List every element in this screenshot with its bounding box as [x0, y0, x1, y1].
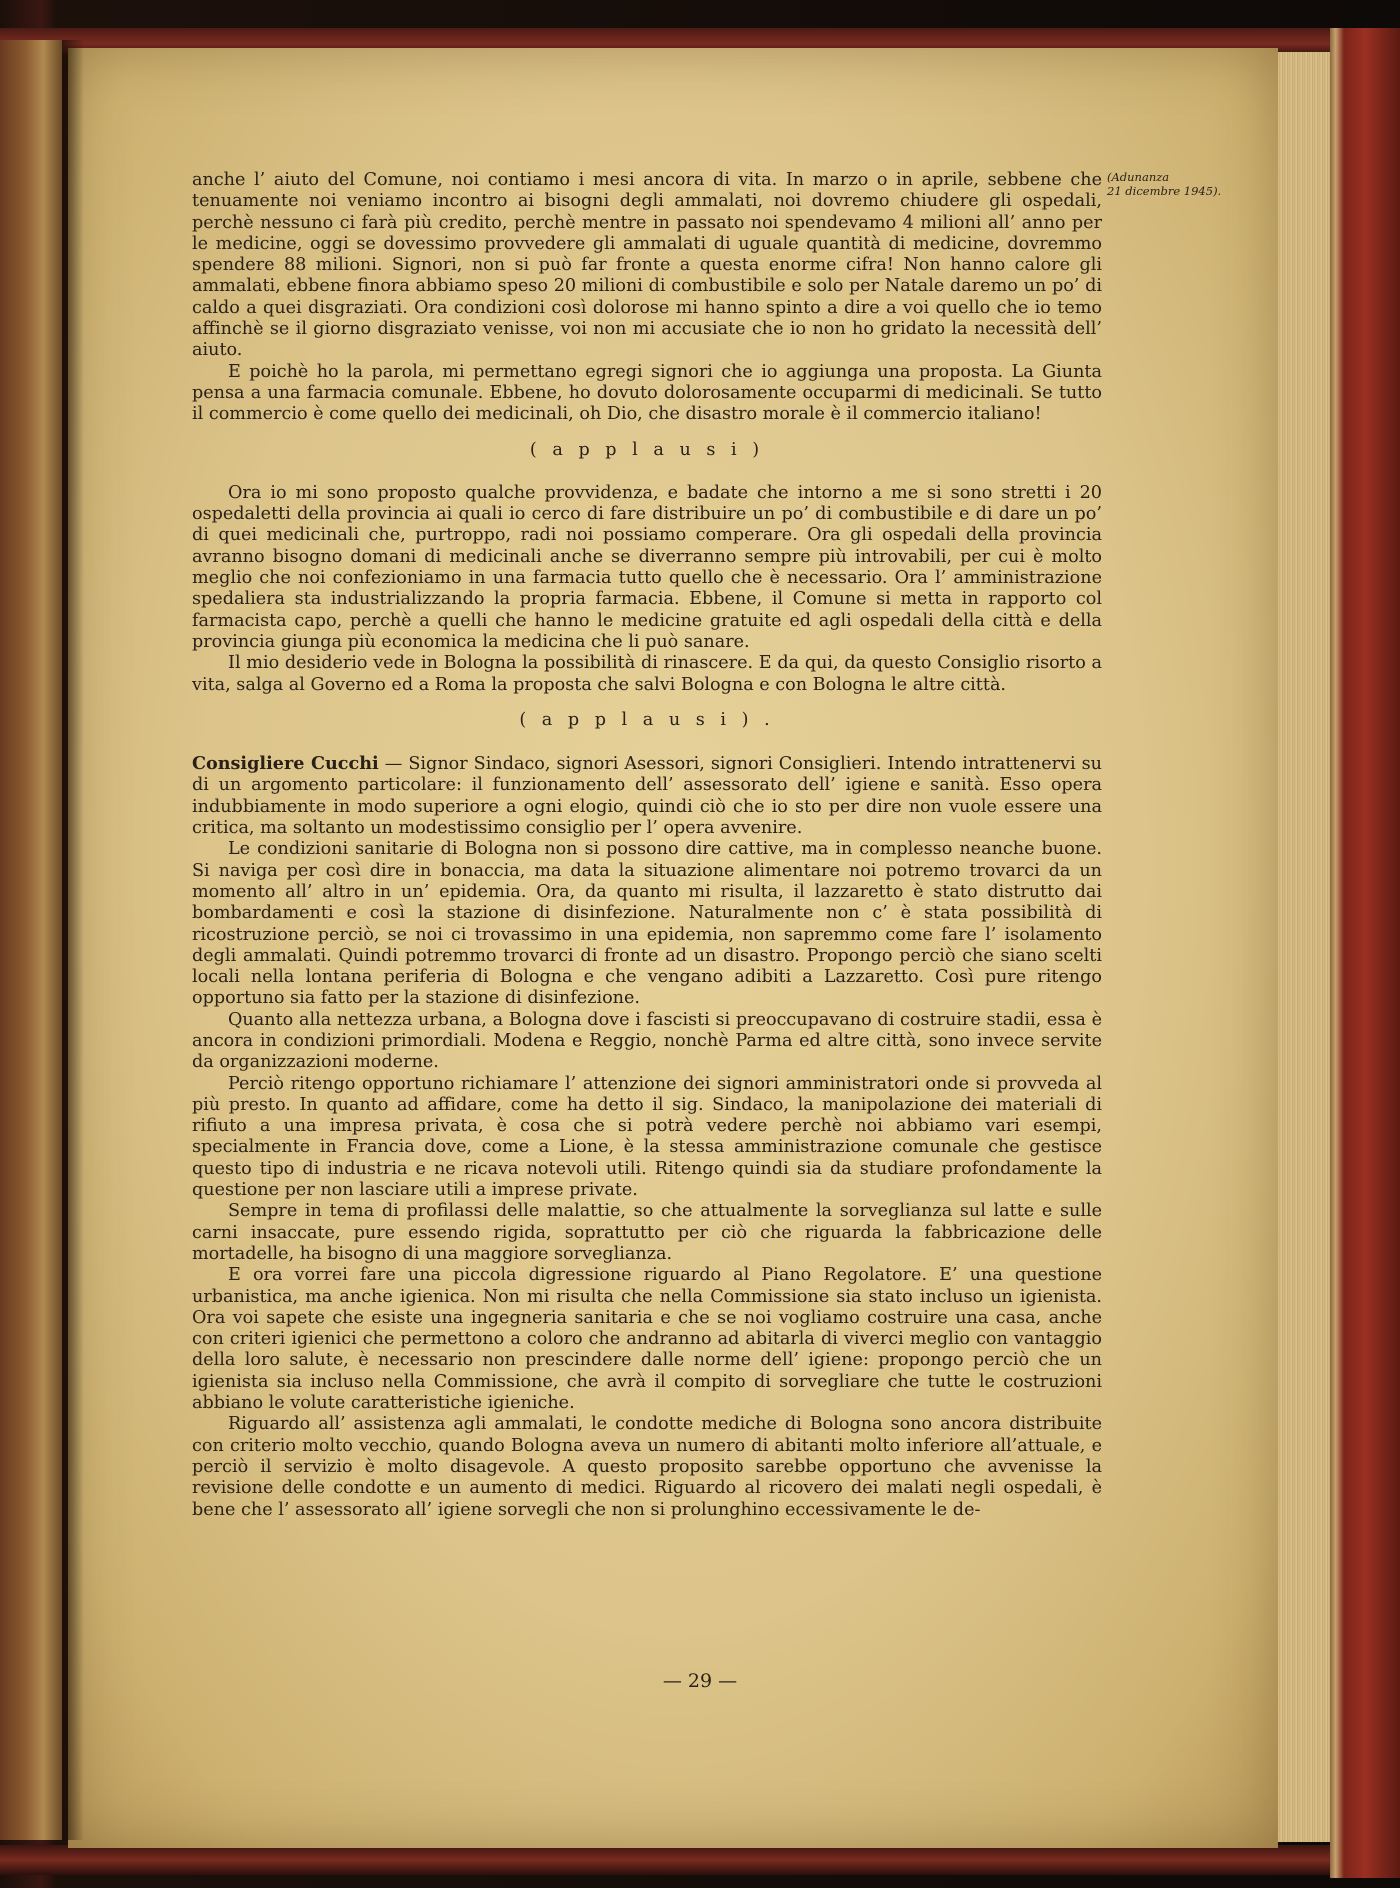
paragraph: Perciò ritengo opportuno richiamare l’ attenzione dei signori amministratori onde si provveda al più presto. In quanto ad affidare, come ha detto il sig. Sindaco, la manipolazione dei materiali di rifiuto a una impresa privata, è cosa che si potrà vedere perchè noi abbiamo vari esempi, specialmente in Francia dove, come a Lione, è la stessa amministrazione comunale che gestisce questo tipo di industria e ne ricava notevoli utili. Ritengo quindi sia da studiare profondamente la questione per non lasciare utili a imprese private. — [192, 1073, 1102, 1201]
speaker-name: Consigliere Cucchi — [192, 753, 379, 775]
paragraph: Il mio desiderio vede in Bologna la possibilità di rinascere. E da qui, da questo Consiglio risorto a vita, salga al Governo ed a Roma la proposta che salvi Bologna e con Bologna le altre città. — [192, 653, 1102, 695]
paragraph: Le condizioni sanitarie di Bologna non si possono dire cattive, ma in complesso neanche buone. Si naviga per così dire in bonaccia, ma data la situazione alimentare noi potremo trovarci da un momento all’ altro in un’ epidemia. Ora, da quanto mi risulta, il lazzaretto è stato distrutto dai bombardamenti e così la stazione di disinfezione. Naturalmente non c’ è stata possibilità di ricostruzione perciò, se noi ci trovassimo in una epidemia, non sapremmo come fare l’ isolamento degli ammalati. Quindi potremmo trovarci di fronte ad un disastro. Propongo perciò che siano scelti locali nella lontana periferia di Bologna e che vengano adibiti a Lazzaretto. Così pure ritengo opportuno sia fatto per la stazione di disinfezione. — [192, 839, 1102, 1009]
paragraph: Riguardo all’ assistenza agli ammalati, le condotte mediche di Bologna sono ancora distribuite con criterio molto vecchio, quando Bologna aveva un numero di abitanti molto inferiore all’attuale, e perciò il servizio è molto disagevole. A questo proposito sarebbe opportuno che avvenisse la revisione delle condotte e un aumento di medici. Riguardo al ricovero dei malati negli ospedali, è bene che l’ assessorato all’ igiene sorvegli che non si prolunghino eccessivamente le de- — [192, 1414, 1102, 1520]
paragraph: Ora io mi sono proposto qualche provvidenza, e badate che intorno a me si sono stretti i 20 ospedaletti della provincia ai quali io cerco di fare distribuire un po’ di combustibile e di dare un po’ di quei medicinali che, purtroppo, radi noi possiamo comperare. Ora gli ospedali della provincia avranno bisogno domani di medicinali anche se diverranno sempre più introvabili, per cui è molto meglio che noi confezioniamo in una farmacia tutto quello che è necessario. Ora l’ amministrazione spedaliera sta industrializzando la propria farmacia. Ebbene, il Comune si metta in rapporto col farmacista capo, perchè a quelli che hanno le medicine gratuite ed agli ospedali della città e della provincia giunga più economica la medicina che li può sanare. — [192, 482, 1102, 652]
margin-note-line-2: 21 dicembre 1945). — [1107, 184, 1222, 198]
paragraph: anche l’ aiuto del Comune, noi contiamo i mesi ancora di vita. In marzo o in aprile, sebbene che tenuamente noi veniamo incontro ai bisogni degli ammalati, noi dovremo chiudere gli ospedali, perchè nessuno ci farà più credito, perchè mentre in passato noi spendevamo 4 milioni all’ anno per le medicine, oggi se dovessimo provvedere gli ammalati di uguale quantità di medicine, dovremmo spendere 88 milioni. Signori, non si può far fronte a questa enorme cifra! Non hanno calore gli ammalati, ebbene finora abbiamo speso 20 milioni di combustibile e solo per Natale daremo un po’ di caldo a quei disgraziati. Ora condizioni così dolorose mi hanno spinto a dire a voi quello che io temo affinchè se il giorno disgraziato venisse, voi non mi accusiate che io non ho gridato la necessità dell’ aiuto. — [192, 170, 1102, 361]
applause-note: ( a p p l a u s i ) — [529, 439, 765, 460]
facing-page-edge — [0, 40, 62, 1840]
paragraph: E poichè ho la parola, mi permettano egregi signori che io aggiunga una proposta. La Giunta pensa a una farmacia comunale. Ebbene, ho dovuto dolorosamente occuparmi di medicinali. Se tutto il commercio è come quello dei medicinali, oh Dio, che disastro morale è il commercio italiano! — [192, 361, 1102, 425]
page-stack-edge — [1278, 52, 1330, 1842]
paragraph: E ora vorrei fare una piccola digressione riguardo al Piano Regolatore. E’ una questione urbanistica, ma anche igienica. Non mi risulta che nella Commissione sia stato incluso un igienista. Ora voi sapete che esiste una ingegneria sanitaria e che se noi vogliamo costruire una casa, anche con criteri igienici che permettono a coloro che andranno ad abitarla di viverci meglio con vantaggio della loro salute, è necessario non prescindere dalle norme dell’ igiene: propongo perciò che un igienista sia incluso nella Commissione, che avrà il compito di sorvegliare che tutte le costruzioni abbiano le volute caratteristiche igieniche. — [192, 1265, 1102, 1414]
margin-note — [1107, 170, 1227, 198]
paragraph: Quanto alla nettezza urbana, a Bologna dove i fascisti si preoccupavano di costruire stadii, essa è ancora in condizioni primordiali. Modena e Reggio, nonchè Parma ed altre città, sono invece servite da organizzazioni moderne. — [192, 1009, 1102, 1073]
speaker-intro: — Signor Sindaco, signori Asessori, signori Consiglieri. Intendo intrattenervi su di un argomento particolare: il funzionamento dell’ assessorato dell’ igiene e sanità. Esso opera indubbiamente in modo superiore a ogni elogio, quindi ciò che io sto per dire non vuole essere una critica, ma soltanto un modestissimo consiglio per l’ opera avvenire. — [192, 754, 1103, 839]
margin-note-line-1: (Adunanza — [1107, 170, 1170, 184]
spine-shadow — [62, 40, 84, 1840]
page-number: — 29 — — [662, 1670, 738, 1692]
binding-bottom — [0, 1845, 1400, 1875]
speaker-paragraph — [192, 753, 1102, 839]
paragraph: Sempre in tema di profilassi delle malattie, so che attualmente la sorveglianza sul latte e sulle carni insaccate, pure essendo rigida, soprattutto per ciò che riguarda la fabbricazione delle mortadelle, ha bisogno di una maggiore sorveglianza. — [192, 1201, 1102, 1264]
document-body — [192, 170, 1102, 1521]
binding-right — [1330, 28, 1400, 1878]
applause-note: ( a p p l a u s i ) . — [519, 709, 775, 730]
